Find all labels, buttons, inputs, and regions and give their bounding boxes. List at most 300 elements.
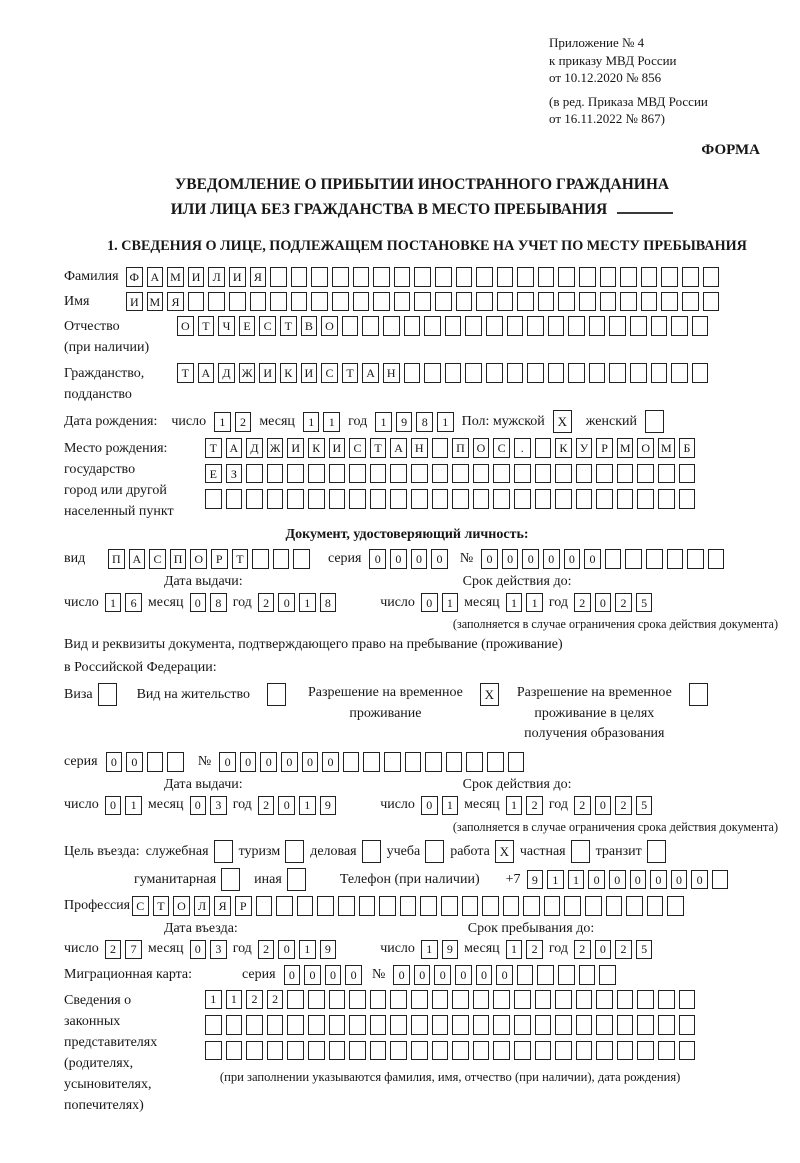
char-cell-filled[interactable]: X: [553, 410, 572, 433]
char-cell-empty[interactable]: [446, 752, 463, 772]
char-cell-empty[interactable]: [596, 1041, 613, 1061]
char-cell-empty[interactable]: [287, 990, 304, 1010]
char-cell-empty[interactable]: [390, 990, 407, 1010]
char-cell-filled[interactable]: Л: [194, 896, 211, 916]
char-cell-empty[interactable]: [537, 965, 554, 985]
char-cell-empty[interactable]: [373, 292, 390, 312]
char-cell-empty[interactable]: [658, 464, 675, 484]
char-cell-empty[interactable]: [390, 464, 407, 484]
char-cell-filled[interactable]: 0: [106, 752, 123, 772]
char-cell-empty[interactable]: [250, 292, 267, 312]
char-cell-empty[interactable]: [338, 896, 355, 916]
char-cell-filled[interactable]: З: [226, 464, 243, 484]
char-cell-empty[interactable]: [523, 896, 540, 916]
char-cell-empty[interactable]: [445, 363, 462, 383]
char-cell-empty[interactable]: [445, 316, 462, 336]
char-cell-filled[interactable]: Т: [153, 896, 170, 916]
char-cell-filled[interactable]: 0: [595, 593, 612, 613]
char-cell-empty[interactable]: [658, 1015, 675, 1035]
char-cell-empty[interactable]: [214, 840, 233, 863]
char-cell-filled[interactable]: 2: [574, 940, 591, 960]
char-cell-filled[interactable]: С: [349, 438, 366, 458]
char-cell-empty[interactable]: [205, 1015, 222, 1035]
char-cell-empty[interactable]: [432, 464, 449, 484]
char-cell-filled[interactable]: 0: [190, 593, 207, 613]
char-cell-filled[interactable]: Т: [280, 316, 297, 336]
char-cell-filled[interactable]: 1: [323, 412, 340, 432]
char-cell-empty[interactable]: [188, 292, 205, 312]
char-cell-filled[interactable]: 2: [615, 940, 632, 960]
char-cell-empty[interactable]: [527, 316, 544, 336]
char-cell-empty[interactable]: [661, 267, 678, 287]
char-cell-filled[interactable]: С: [149, 549, 166, 569]
char-cell-empty[interactable]: [493, 464, 510, 484]
char-cell-empty[interactable]: [465, 363, 482, 383]
char-cell-empty[interactable]: [267, 683, 286, 706]
char-cell-empty[interactable]: [435, 292, 452, 312]
char-cell-filled[interactable]: 7: [125, 940, 142, 960]
char-cell-filled[interactable]: 0: [691, 870, 708, 890]
char-cell-empty[interactable]: [329, 489, 346, 509]
char-cell-empty[interactable]: [645, 410, 664, 433]
char-cell-filled[interactable]: Т: [370, 438, 387, 458]
char-cell-filled[interactable]: Ч: [218, 316, 235, 336]
char-cell-empty[interactable]: [424, 363, 441, 383]
char-cell-empty[interactable]: [287, 464, 304, 484]
char-cell-empty[interactable]: [411, 464, 428, 484]
char-cell-filled[interactable]: О: [190, 549, 207, 569]
char-cell-empty[interactable]: [579, 965, 596, 985]
char-cell-filled[interactable]: В: [301, 316, 318, 336]
char-cell-empty[interactable]: [641, 267, 658, 287]
char-cell-empty[interactable]: [679, 1015, 696, 1035]
char-cell-filled[interactable]: И: [229, 267, 246, 287]
char-cell-empty[interactable]: [514, 990, 531, 1010]
char-cell-empty[interactable]: [692, 316, 709, 336]
char-cell-filled[interactable]: 2: [574, 796, 591, 816]
char-cell-filled[interactable]: 0: [564, 549, 581, 569]
char-cell-empty[interactable]: [596, 990, 613, 1010]
char-cell-empty[interactable]: [605, 549, 622, 569]
char-cell-filled[interactable]: 2: [574, 593, 591, 613]
char-cell-empty[interactable]: [579, 267, 596, 287]
char-cell-empty[interactable]: [462, 896, 479, 916]
char-cell-empty[interactable]: [432, 438, 449, 458]
char-cell-empty[interactable]: [637, 1015, 654, 1035]
char-cell-empty[interactable]: [229, 292, 246, 312]
char-cell-empty[interactable]: [404, 363, 421, 383]
char-cell-empty[interactable]: [476, 292, 493, 312]
char-cell-empty[interactable]: [671, 316, 688, 336]
char-cell-empty[interactable]: [246, 1015, 263, 1035]
char-cell-empty[interactable]: [514, 1015, 531, 1035]
char-cell-empty[interactable]: [682, 267, 699, 287]
char-cell-empty[interactable]: [390, 489, 407, 509]
char-cell-empty[interactable]: [246, 1041, 263, 1061]
char-cell-empty[interactable]: [308, 489, 325, 509]
char-cell-empty[interactable]: [252, 549, 269, 569]
char-cell-empty[interactable]: [679, 990, 696, 1010]
char-cell-empty[interactable]: [568, 363, 585, 383]
char-cell-empty[interactable]: [585, 896, 602, 916]
char-cell-empty[interactable]: [329, 990, 346, 1010]
char-cell-filled[interactable]: 1: [526, 593, 543, 613]
char-cell-filled[interactable]: И: [188, 267, 205, 287]
char-cell-empty[interactable]: [658, 489, 675, 509]
char-cell-empty[interactable]: [667, 549, 684, 569]
char-cell-empty[interactable]: [503, 896, 520, 916]
char-cell-empty[interactable]: [486, 363, 503, 383]
char-cell-filled[interactable]: А: [362, 363, 379, 383]
char-cell-filled[interactable]: 2: [615, 593, 632, 613]
char-cell-empty[interactable]: [535, 1015, 552, 1035]
char-cell-filled[interactable]: С: [493, 438, 510, 458]
char-cell-empty[interactable]: [473, 990, 490, 1010]
char-cell-filled[interactable]: 0: [595, 796, 612, 816]
char-cell-empty[interactable]: [703, 292, 720, 312]
char-cell-filled[interactable]: С: [321, 363, 338, 383]
char-cell-filled[interactable]: 2: [105, 940, 122, 960]
char-cell-empty[interactable]: [708, 549, 725, 569]
char-cell-filled[interactable]: Д: [218, 363, 235, 383]
char-cell-filled[interactable]: 5: [636, 593, 653, 613]
char-cell-empty[interactable]: [576, 489, 593, 509]
char-cell-empty[interactable]: [270, 292, 287, 312]
char-cell-empty[interactable]: [487, 752, 504, 772]
char-cell-filled[interactable]: П: [108, 549, 125, 569]
char-cell-filled[interactable]: 1: [299, 593, 316, 613]
char-cell-filled[interactable]: Т: [205, 438, 222, 458]
char-cell-empty[interactable]: [517, 965, 534, 985]
char-cell-empty[interactable]: [679, 489, 696, 509]
char-cell-empty[interactable]: [362, 316, 379, 336]
char-cell-empty[interactable]: [432, 1041, 449, 1061]
char-cell-empty[interactable]: [205, 1041, 222, 1061]
char-cell-empty[interactable]: [456, 267, 473, 287]
char-cell-empty[interactable]: [600, 267, 617, 287]
char-cell-empty[interactable]: [226, 489, 243, 509]
char-cell-filled[interactable]: 9: [527, 870, 544, 890]
char-cell-empty[interactable]: [452, 1041, 469, 1061]
char-cell-empty[interactable]: [246, 489, 263, 509]
char-cell-empty[interactable]: [363, 752, 380, 772]
char-cell-filled[interactable]: 0: [369, 549, 386, 569]
char-cell-empty[interactable]: [637, 990, 654, 1010]
char-cell-filled[interactable]: 5: [636, 940, 653, 960]
char-cell-empty[interactable]: [208, 292, 225, 312]
char-cell-empty[interactable]: [270, 267, 287, 287]
char-cell-filled[interactable]: 2: [246, 990, 263, 1010]
char-cell-filled[interactable]: О: [473, 438, 490, 458]
char-cell-filled[interactable]: 1: [214, 412, 231, 432]
char-cell-filled[interactable]: О: [177, 316, 194, 336]
char-cell-empty[interactable]: [692, 363, 709, 383]
char-cell-empty[interactable]: [256, 896, 273, 916]
char-cell-empty[interactable]: [637, 1041, 654, 1061]
char-cell-filled[interactable]: 0: [390, 549, 407, 569]
char-cell-empty[interactable]: [226, 1041, 243, 1061]
char-cell-empty[interactable]: [287, 489, 304, 509]
char-cell-empty[interactable]: [617, 990, 634, 1010]
char-cell-empty[interactable]: [576, 990, 593, 1010]
char-cell-filled[interactable]: М: [167, 267, 184, 287]
char-cell-empty[interactable]: [576, 1041, 593, 1061]
char-cell-filled[interactable]: 5: [636, 796, 653, 816]
char-cell-empty[interactable]: [308, 1015, 325, 1035]
char-cell-empty[interactable]: [687, 549, 704, 569]
char-cell-empty[interactable]: [317, 896, 334, 916]
char-cell-empty[interactable]: [517, 292, 534, 312]
char-cell-filled[interactable]: 0: [105, 796, 122, 816]
char-cell-empty[interactable]: [637, 464, 654, 484]
char-cell-filled[interactable]: 8: [210, 593, 227, 613]
char-cell-filled[interactable]: 0: [190, 940, 207, 960]
char-cell-empty[interactable]: [414, 292, 431, 312]
char-cell-filled[interactable]: 0: [414, 965, 431, 985]
char-cell-empty[interactable]: [452, 464, 469, 484]
char-cell-empty[interactable]: [441, 896, 458, 916]
char-cell-empty[interactable]: [617, 464, 634, 484]
char-cell-filled[interactable]: Р: [211, 549, 228, 569]
char-cell-empty[interactable]: [579, 292, 596, 312]
char-cell-filled[interactable]: 2: [615, 796, 632, 816]
char-cell-empty[interactable]: [405, 752, 422, 772]
char-cell-empty[interactable]: [571, 840, 590, 863]
char-cell-empty[interactable]: [465, 316, 482, 336]
char-cell-empty[interactable]: [291, 267, 308, 287]
char-cell-empty[interactable]: [332, 267, 349, 287]
char-cell-empty[interactable]: [558, 267, 575, 287]
char-cell-empty[interactable]: [432, 489, 449, 509]
char-cell-filled[interactable]: 0: [481, 549, 498, 569]
char-cell-filled[interactable]: 0: [434, 965, 451, 985]
char-cell-filled[interactable]: И: [126, 292, 143, 312]
char-cell-empty[interactable]: [311, 292, 328, 312]
char-cell-empty[interactable]: [507, 363, 524, 383]
char-cell-empty[interactable]: [394, 267, 411, 287]
char-cell-filled[interactable]: И: [329, 438, 346, 458]
char-cell-filled[interactable]: 8: [320, 593, 337, 613]
char-cell-filled[interactable]: М: [658, 438, 675, 458]
char-cell-filled[interactable]: 8: [416, 412, 433, 432]
char-cell-filled[interactable]: С: [132, 896, 149, 916]
char-cell-empty[interactable]: [658, 1041, 675, 1061]
char-cell-empty[interactable]: [493, 1041, 510, 1061]
char-cell-empty[interactable]: [637, 489, 654, 509]
char-cell-empty[interactable]: [661, 292, 678, 312]
char-cell-empty[interactable]: [682, 292, 699, 312]
char-cell-empty[interactable]: [679, 1041, 696, 1061]
char-cell-empty[interactable]: [287, 1041, 304, 1061]
char-cell-filled[interactable]: 0: [240, 752, 257, 772]
char-cell-filled[interactable]: Е: [205, 464, 222, 484]
char-cell-empty[interactable]: [555, 489, 572, 509]
char-cell-filled[interactable]: 0: [502, 549, 519, 569]
char-cell-filled[interactable]: 0: [671, 870, 688, 890]
char-cell-filled[interactable]: Т: [232, 549, 249, 569]
char-cell-filled[interactable]: Ж: [239, 363, 256, 383]
char-cell-filled[interactable]: Я: [167, 292, 184, 312]
char-cell-filled[interactable]: 0: [411, 549, 428, 569]
char-cell-filled[interactable]: О: [637, 438, 654, 458]
char-cell-empty[interactable]: [473, 464, 490, 484]
char-cell-filled[interactable]: Т: [342, 363, 359, 383]
char-cell-empty[interactable]: [267, 1041, 284, 1061]
char-cell-filled[interactable]: 0: [609, 870, 626, 890]
char-cell-empty[interactable]: [226, 1015, 243, 1035]
char-cell-empty[interactable]: [626, 896, 643, 916]
char-cell-filled[interactable]: 1: [226, 990, 243, 1010]
char-cell-empty[interactable]: [287, 1015, 304, 1035]
char-cell-empty[interactable]: [630, 363, 647, 383]
char-cell-empty[interactable]: [267, 1015, 284, 1035]
char-cell-filled[interactable]: П: [452, 438, 469, 458]
char-cell-empty[interactable]: [576, 1015, 593, 1035]
char-cell-empty[interactable]: [370, 1041, 387, 1061]
char-cell-filled[interactable]: 0: [455, 965, 472, 985]
char-cell-empty[interactable]: [370, 990, 387, 1010]
char-cell-empty[interactable]: [617, 1015, 634, 1035]
char-cell-empty[interactable]: [600, 292, 617, 312]
char-cell-empty[interactable]: [359, 896, 376, 916]
char-cell-filled[interactable]: 0: [588, 870, 605, 890]
char-cell-empty[interactable]: [383, 316, 400, 336]
char-cell-empty[interactable]: [246, 464, 263, 484]
char-cell-empty[interactable]: [493, 489, 510, 509]
char-cell-filled[interactable]: К: [280, 363, 297, 383]
char-cell-empty[interactable]: [370, 1015, 387, 1035]
char-cell-filled[interactable]: 0: [345, 965, 362, 985]
char-cell-empty[interactable]: [473, 1015, 490, 1035]
char-cell-empty[interactable]: [404, 316, 421, 336]
char-cell-filled[interactable]: 0: [393, 965, 410, 985]
char-cell-filled[interactable]: Т: [177, 363, 194, 383]
char-cell-filled[interactable]: И: [259, 363, 276, 383]
char-cell-filled[interactable]: Я: [250, 267, 267, 287]
char-cell-empty[interactable]: [576, 464, 593, 484]
char-cell-empty[interactable]: [221, 868, 240, 891]
char-cell-empty[interactable]: [596, 489, 613, 509]
char-cell-filled[interactable]: И: [287, 438, 304, 458]
char-cell-empty[interactable]: [424, 316, 441, 336]
char-cell-empty[interactable]: [617, 1041, 634, 1061]
char-cell-empty[interactable]: [276, 896, 293, 916]
char-cell-empty[interactable]: [287, 868, 306, 891]
char-cell-empty[interactable]: [349, 489, 366, 509]
char-cell-filled[interactable]: 6: [125, 593, 142, 613]
char-cell-empty[interactable]: [476, 267, 493, 287]
char-cell-filled[interactable]: 0: [421, 796, 438, 816]
char-cell-filled[interactable]: 2: [235, 412, 252, 432]
char-cell-filled[interactable]: 1: [299, 796, 316, 816]
char-cell-empty[interactable]: [267, 464, 284, 484]
char-cell-empty[interactable]: [641, 292, 658, 312]
char-cell-filled[interactable]: А: [129, 549, 146, 569]
char-cell-empty[interactable]: [297, 896, 314, 916]
char-cell-filled[interactable]: 0: [650, 870, 667, 890]
char-cell-filled[interactable]: 1: [506, 593, 523, 613]
char-cell-empty[interactable]: [555, 464, 572, 484]
char-cell-filled[interactable]: Н: [411, 438, 428, 458]
char-cell-empty[interactable]: [617, 489, 634, 509]
char-cell-filled[interactable]: 0: [190, 796, 207, 816]
char-cell-empty[interactable]: [362, 840, 381, 863]
char-cell-filled[interactable]: 0: [431, 549, 448, 569]
char-cell-filled[interactable]: 0: [522, 549, 539, 569]
char-cell-empty[interactable]: [508, 752, 525, 772]
char-cell-filled[interactable]: 0: [302, 752, 319, 772]
char-cell-empty[interactable]: [349, 464, 366, 484]
char-cell-empty[interactable]: [353, 292, 370, 312]
char-cell-empty[interactable]: [568, 316, 585, 336]
char-cell-empty[interactable]: [285, 840, 304, 863]
char-cell-empty[interactable]: [329, 464, 346, 484]
char-cell-filled[interactable]: 1: [442, 593, 459, 613]
char-cell-empty[interactable]: [589, 316, 606, 336]
char-cell-filled[interactable]: А: [390, 438, 407, 458]
char-cell-filled[interactable]: 0: [278, 940, 295, 960]
char-cell-empty[interactable]: [420, 896, 437, 916]
char-cell-empty[interactable]: [555, 1041, 572, 1061]
char-cell-empty[interactable]: [308, 990, 325, 1010]
char-cell-filled[interactable]: М: [147, 292, 164, 312]
char-cell-empty[interactable]: [703, 267, 720, 287]
char-cell-empty[interactable]: [466, 752, 483, 772]
char-cell-empty[interactable]: [411, 1015, 428, 1035]
char-cell-filled[interactable]: О: [321, 316, 338, 336]
char-cell-empty[interactable]: [343, 752, 360, 772]
char-cell-filled[interactable]: 0: [543, 549, 560, 569]
char-cell-filled[interactable]: 1: [299, 940, 316, 960]
char-cell-filled[interactable]: 0: [219, 752, 236, 772]
char-cell-filled[interactable]: 0: [304, 965, 321, 985]
char-cell-empty[interactable]: [482, 896, 499, 916]
char-cell-empty[interactable]: [689, 683, 708, 706]
char-cell-empty[interactable]: [527, 363, 544, 383]
char-cell-empty[interactable]: [535, 489, 552, 509]
char-cell-filled[interactable]: 0: [421, 593, 438, 613]
char-cell-filled[interactable]: Е: [239, 316, 256, 336]
char-cell-empty[interactable]: [390, 1041, 407, 1061]
char-cell-filled[interactable]: 1: [442, 796, 459, 816]
char-cell-empty[interactable]: [311, 267, 328, 287]
char-cell-empty[interactable]: [390, 1015, 407, 1035]
char-cell-filled[interactable]: Т: [198, 316, 215, 336]
char-cell-filled[interactable]: 2: [258, 940, 275, 960]
char-cell-filled[interactable]: 0: [476, 965, 493, 985]
char-cell-empty[interactable]: [651, 363, 668, 383]
char-cell-filled[interactable]: 9: [442, 940, 459, 960]
char-cell-empty[interactable]: [308, 464, 325, 484]
char-cell-empty[interactable]: [609, 316, 626, 336]
char-cell-empty[interactable]: [535, 464, 552, 484]
char-cell-empty[interactable]: [473, 1041, 490, 1061]
char-cell-empty[interactable]: [535, 1041, 552, 1061]
char-cell-empty[interactable]: [630, 316, 647, 336]
char-cell-filled[interactable]: А: [226, 438, 243, 458]
char-cell-empty[interactable]: [620, 292, 637, 312]
char-cell-filled[interactable]: Д: [246, 438, 263, 458]
char-cell-empty[interactable]: [671, 363, 688, 383]
char-cell-empty[interactable]: [452, 1015, 469, 1035]
char-cell-filled[interactable]: 0: [325, 965, 342, 985]
char-cell-filled[interactable]: 0: [260, 752, 277, 772]
char-cell-empty[interactable]: [370, 464, 387, 484]
char-cell-filled[interactable]: 1: [547, 870, 564, 890]
char-cell-filled[interactable]: 2: [526, 940, 543, 960]
char-cell-empty[interactable]: [267, 489, 284, 509]
char-cell-empty[interactable]: [535, 438, 552, 458]
